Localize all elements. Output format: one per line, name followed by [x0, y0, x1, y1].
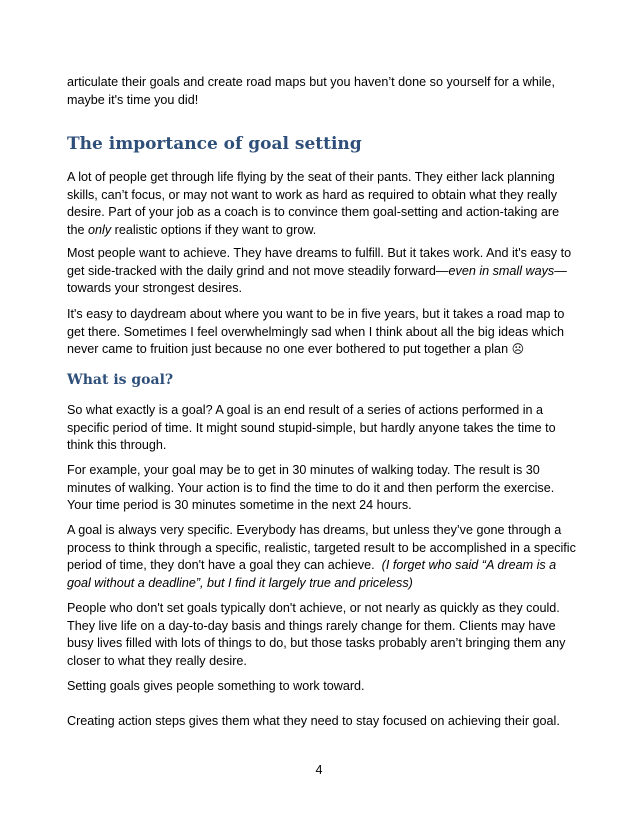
paragraph-people-who-dont: People who don't set goals typically don't achieve, or not nearly as quickly as they could. They live life on a day-to-day basis and things rarely change for them. Clients may have busy lives filled with lots of things to do, but those tasks probably aren’t bringing them any closer to what they really desire.: [67, 601, 566, 668]
heading-what-is-goal: What is goal?: [67, 372, 174, 388]
paragraph-setting-goals: Setting goals gives people something to work toward.: [67, 679, 365, 693]
text-run: realistic options if they want to grow.: [111, 222, 317, 237]
paragraph-goal-specific: [67, 522, 577, 592]
paragraph-action-steps: Creating action steps gives them what they need to stay focused on achieving their goal.: [67, 714, 560, 728]
heading-importance-of-goal-setting: The importance of goal setting: [67, 134, 362, 154]
paragraph-what-exactly: So what exactly is a goal? A goal is an end result of a series of actions performed in a specific period of time. It might sound stupid-simple, but hardly anyone takes the time to think this through.: [67, 403, 556, 453]
emphasis-even-in-small-ways: even in small ways: [448, 263, 555, 278]
emphasis-quote: (I forget who said “A dream is a goal without a deadline”, but I find it largely true and priceless): [67, 558, 557, 590]
text-run: —towards your strongest desires.: [67, 263, 567, 296]
text-run: A lot of people get through life flying by the seat of their pants. They either lack planning skills, can’t focus, or may not want to work as hard as required to obtain what they really desire. Part of your job as a coach is to convince them goal-setting and action-taking are the: [67, 170, 560, 237]
page-number: 4: [315, 763, 323, 777]
sad-face-icon: ☹: [511, 342, 525, 357]
text-run: Most people want to achieve. They have dreams to fulfill. But it takes work. And it's easy to get side-tracked with the daily grind and not move steadily forward—: [67, 246, 572, 278]
paragraph-most-people-achieve: [67, 245, 577, 298]
paragraph-flying-by-seat: [67, 169, 577, 239]
paragraph-for-example: For example, your goal may be to get in 30 minutes of walking today. The result is 30 minutes of walking. Your action is to find the time to do it and then perform the exercise. Your time period is 30 minutes sometime in the next 24 hours.: [67, 463, 555, 513]
text-run: A goal is always very specific. Everybody has dreams, but unless they’ve gone through a process to think through a specific, realistic, targeted result to be accomplished in a specific period of time, they don't have a goal they can achieve.: [67, 523, 576, 573]
paragraph-daydream: [67, 306, 577, 359]
paragraph-intro: articulate their goals and create road maps but you haven’t done so yourself for a while, maybe it's time you did!: [67, 75, 555, 107]
text-run: It's easy to daydream about where you want to be in five years, but it takes a road map to get there. Sometimes I feel overwhelmingly sad when I think about all the big ideas which never came to fruition just because no one ever bothered to put together a plan: [67, 307, 565, 357]
emphasis-only: only: [88, 222, 112, 237]
